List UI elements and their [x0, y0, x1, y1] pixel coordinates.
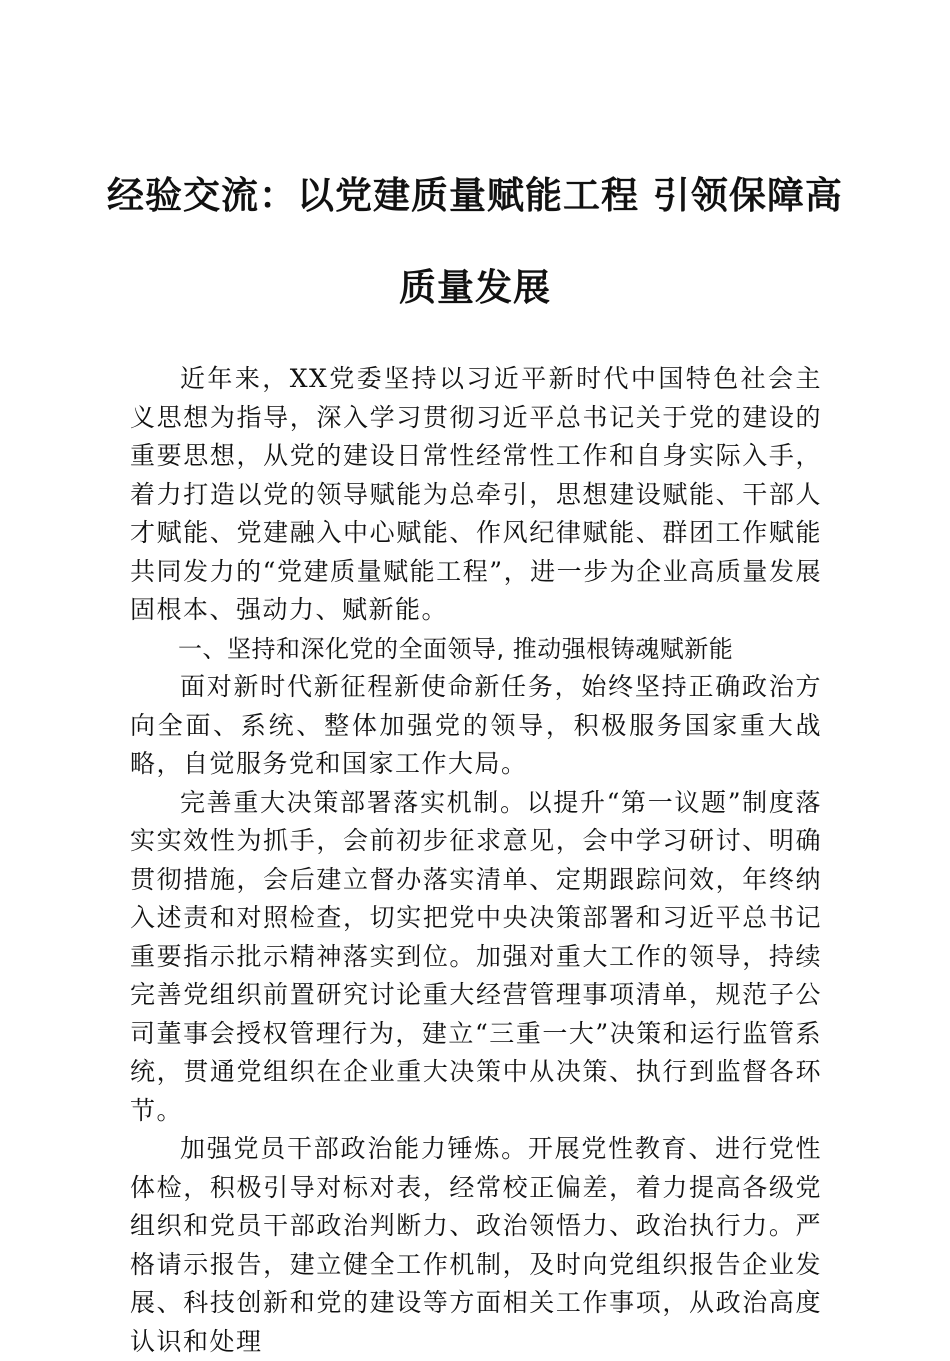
document-title-line-1: 经验交流：以党建质量赋能工程 引领保障高	[107, 173, 843, 217]
document-title-line-2: 质量发展	[399, 265, 551, 309]
section-1-paragraph-3: 加强党员干部政治能力锤炼。开展党性教育、进行党性体检，积极引导对标对表，经常校正偏差，着力提高各级党组织和党员干部政治判断力、政治领悟力、政治执行力。严格请示报告，建立健全工作机制，及时向党组织报告企业发展、科技创新和党的建设等方面相关工作事项，从政治高度认识和处理	[130, 1134, 822, 1356]
intro-paragraph: 近年来，XX党委坚持以习近平新时代中国特色社会主义思想为指导，深入学习贯彻习近平总书记关于党的建设的重要思想，从党的建设日常性经常性工作和自身实际入手，着力打造以党的领导赋能为总牵引，思想建设赋能、干部人才赋能、党建融入中心赋能、作风纪律赋能、群团工作赋能共同发力的“党建质量赋能工程”，进一步为企业高质量发展固根本、强动力、赋新能。	[130, 364, 822, 624]
section-1-paragraph-2: 完善重大决策部署落实机制。以提升“第一议题”制度落实实效性为抓手，会前初步征求意见，会中学习研讨、明确贯彻措施，会后建立督办落实清单、定期跟踪问效，年终纳入述责和对照检查，切实把党中央决策部署和习近平总书记重要指示批示精神落实到位。加强对重大工作的领导，持续完善党组织前置研究讨论重大经营管理事项清单，规范子公司董事会授权管理行为，建立“三重一大”决策和运行监管系统，贯通党组织在企业重大决策中从决策、执行到监督各环节。	[130, 787, 822, 1125]
section-1-paragraph-1: 面对新时代新征程新使命新任务，始终坚持正确政治方向全面、系统、整体加强党的领导，积极服务国家重大战略，自觉服务党和国家工作大局。	[130, 672, 822, 778]
section-heading-1: 一、坚持和深化党的全面领导, 推动强根铸魂赋新能	[178, 634, 734, 663]
document-body	[130, 360, 822, 1361]
